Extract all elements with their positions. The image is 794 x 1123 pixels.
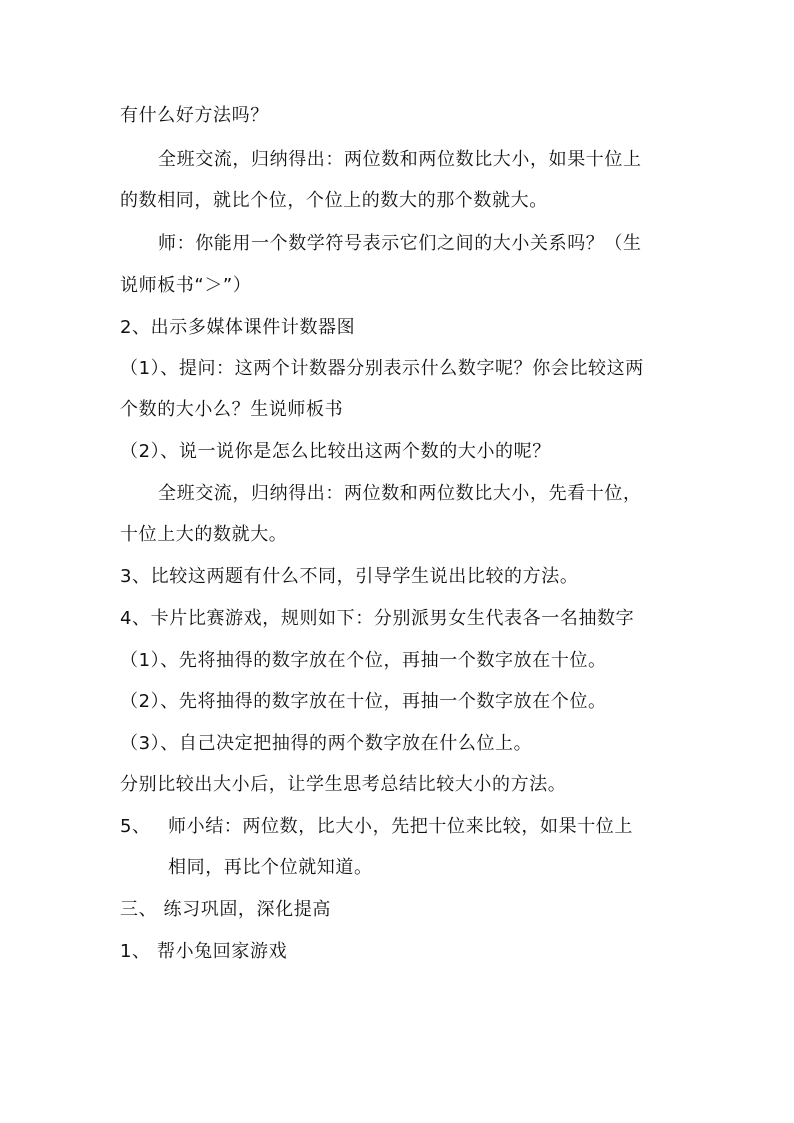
text-line: （1）、先将抽得的数字放在个位，再抽一个数字放在十位。 bbox=[120, 650, 607, 671]
text-line: 师小结：两位数，比大小，先把十位来比较，如果十位上 bbox=[168, 816, 633, 837]
text-line: 3、比较这两题有什么不同，引导学生说出比较的方法。 bbox=[120, 566, 579, 587]
text-line: 相同，再比个位就知道。 bbox=[168, 857, 373, 878]
text-line: （2）、说一说你是怎么比较出这两个数的大小的呢？ bbox=[120, 441, 551, 462]
text-line: 说师板书“＞”） bbox=[120, 275, 252, 296]
text-line: 1、 帮小兔回家游戏 bbox=[120, 941, 288, 962]
text-line: 的数相同，就比个位，个位上的数大的那个数就大。 bbox=[120, 190, 548, 211]
text-line: （3）、自己决定把抽得的两个数字放在什么位上。 bbox=[120, 733, 533, 754]
text-line: （2）、先将抽得的数字放在十位，再抽一个数字放在个位。 bbox=[120, 691, 607, 712]
text-line: 有什么好方法吗？ bbox=[120, 105, 269, 126]
text-line: 个数的大小么？生说师板书 bbox=[120, 399, 344, 420]
text-line: 分别比较出大小后，让学生思考总结比较大小的方法。 bbox=[120, 774, 567, 795]
text-line: 全班交流，归纳得出：两位数和两位数比大小，先看十位， bbox=[158, 483, 642, 504]
text-line: 4、卡片比赛游戏，规则如下：分别派男女生代表各一名抽数字 bbox=[120, 608, 635, 629]
text-line: 十位上大的数就大。 bbox=[120, 524, 288, 545]
text-line: 师：你能用一个数学符号表示它们之间的大小关系吗？（生 bbox=[158, 233, 642, 254]
text-line: （1）、提问：这两个计数器分别表示什么数字呢？你会比较这两 bbox=[120, 358, 644, 379]
text-line: 2、出示多媒体课件计数器图 bbox=[120, 317, 356, 338]
list-number: 5、 bbox=[120, 816, 151, 837]
section-heading: 三、 练习巩固，深化提高 bbox=[120, 899, 331, 920]
text-line: 全班交流，归纳得出：两位数和两位数比大小，如果十位上 bbox=[158, 149, 642, 170]
